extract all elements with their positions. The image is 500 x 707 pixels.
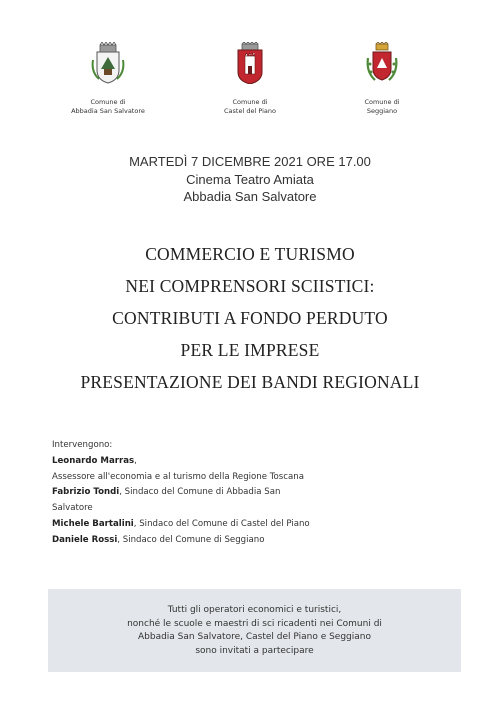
speaker-role: Sindaco del Comune di Abbadia San [121, 487, 281, 498]
speaker-2 [52, 485, 352, 501]
speaker-sep: , [119, 487, 122, 498]
speaker-name: Michele Bartalini [52, 518, 134, 529]
event-date: MARTEDÌ 7 DICEMBRE 2021 ORE 17.00 [129, 154, 371, 169]
speakers-intro: Intervengono: [52, 440, 113, 450]
invitation-box [48, 589, 461, 672]
speaker-sep: , [133, 518, 137, 529]
speaker-sep: , [117, 534, 121, 545]
invitation-line-3: Abbadia San Salvatore, Castel del Piano e Seggiano [138, 632, 371, 642]
invitation-line-1: Tutti gli operatori economici e turistici, [167, 605, 342, 615]
title-line-5: PRESENTAZIONE DEI BANDI REGIONALI [80, 372, 420, 392]
crest-castel-del-piano [195, 42, 305, 115]
title-line-3: CONTRIBUTI A FONDO PERDUTO [112, 308, 388, 328]
crest-abbadia [53, 42, 163, 115]
invitation-line-4: sono invitati a partecipare [195, 645, 314, 656]
castel-del-piano-crest-icon [233, 42, 267, 84]
title-line-1: COMMERCIO E TURISMO [145, 244, 355, 264]
event-info [0, 153, 500, 206]
speaker-role: Assessore all'economia e al turismo della Regione Toscana [52, 471, 304, 482]
invitation-line-2: nonché le scuole e maestri di sci ricadenti nei Comuni di [127, 618, 382, 629]
crest-place-3: Seggiano [366, 106, 398, 115]
seggiano-crest-icon [365, 42, 399, 84]
crest-label-1: Comune di [90, 98, 126, 106]
title-line-2: NEI COMPRENSORI SCIISTICI: [125, 276, 375, 296]
speaker-4 [52, 533, 352, 549]
crest-place-1: Abbadia San Salvatore [71, 106, 145, 115]
crest-label-2: Comune di [232, 98, 268, 106]
speaker-role: Sindaco del Comune di Seggiano [120, 534, 265, 545]
speakers-section [52, 438, 352, 549]
event-venue: Cinema Teatro Amiata [186, 171, 314, 187]
event-title [0, 238, 500, 398]
event-city: Abbadia San Salvatore [183, 189, 317, 204]
abbadia-crest-icon [91, 42, 125, 84]
crests-row [0, 42, 500, 115]
speaker-name: Leonardo Marras [52, 455, 135, 466]
speaker-role: Sindaco del Comune di Castel del Piano [136, 518, 310, 529]
crest-seggiano [327, 42, 437, 115]
speaker-name: Daniele Rossi [52, 534, 118, 545]
crest-place-2: Castel del Piano [224, 106, 276, 115]
speaker-sep: , [134, 455, 137, 466]
speaker-1 [52, 454, 352, 470]
crest-label-3: Comune di [364, 98, 400, 106]
speaker-role-cont: Salvatore [52, 503, 93, 514]
title-line-4: PER LE IMPRESE [180, 340, 320, 360]
speaker-name: Fabrizio Tondi [52, 487, 120, 498]
speaker-3 [52, 517, 352, 533]
